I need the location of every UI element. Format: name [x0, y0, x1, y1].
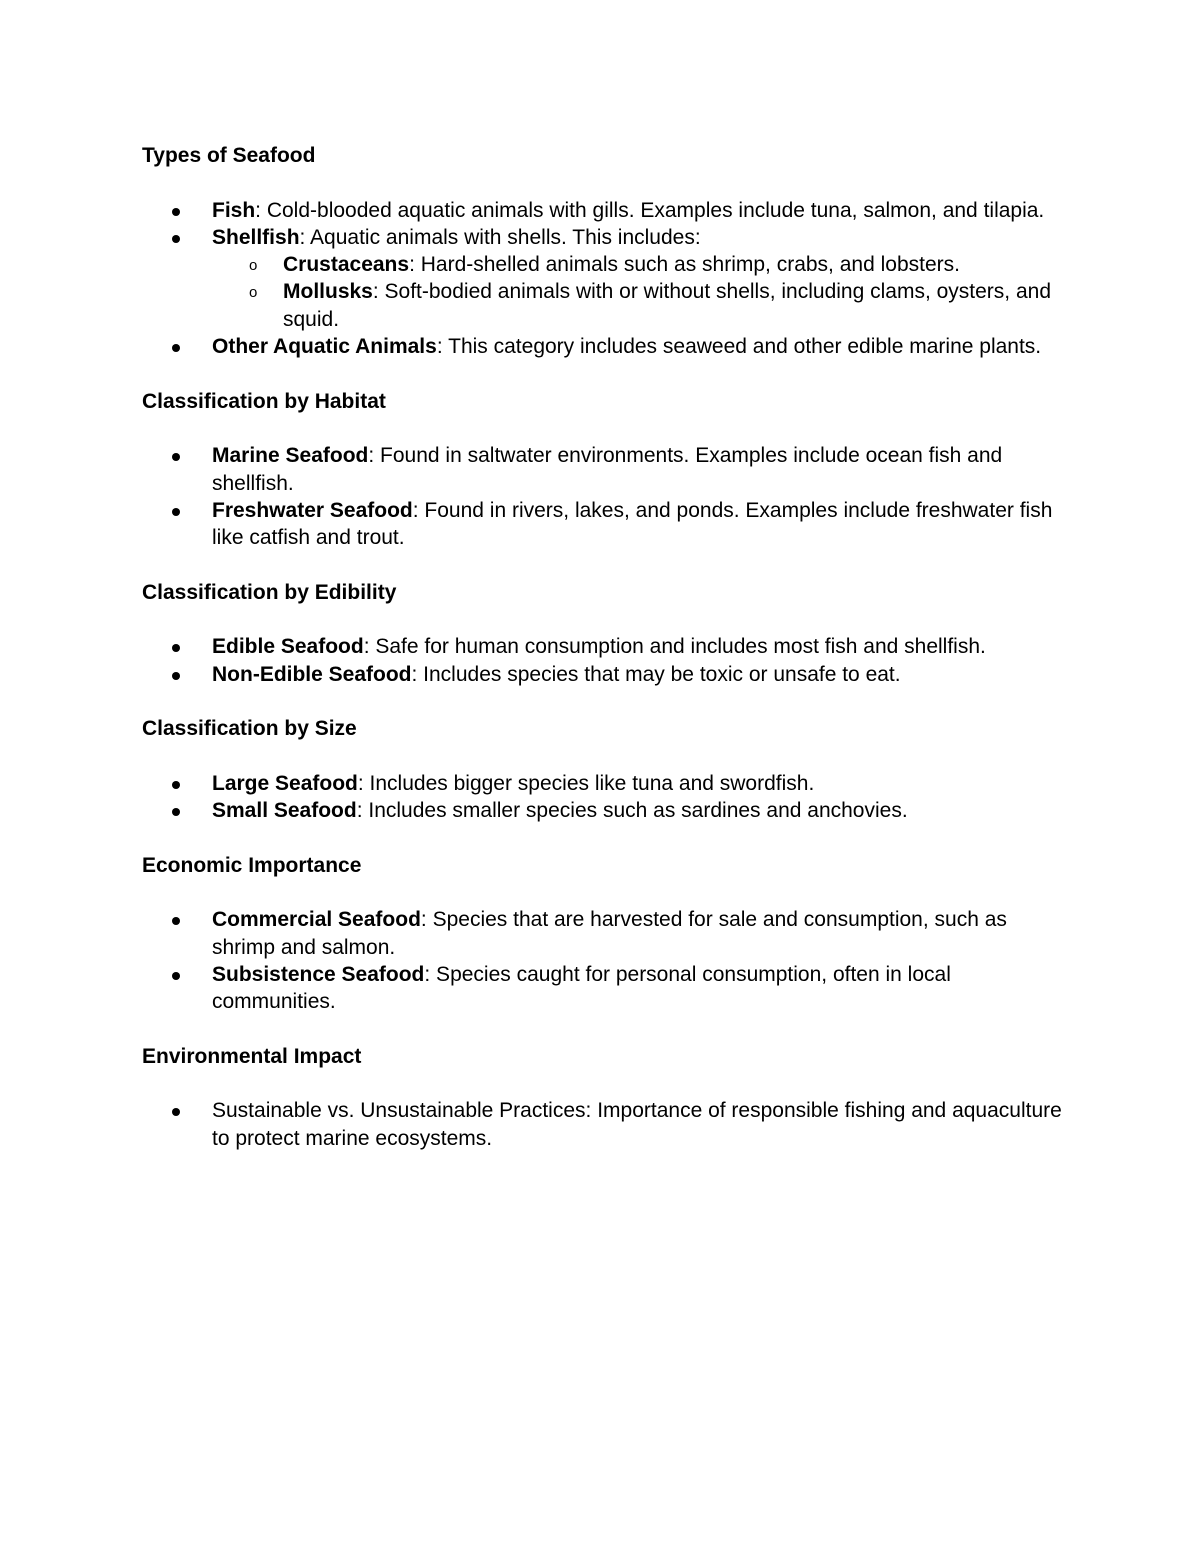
section-types-of-seafood — [142, 142, 1062, 360]
item-term: Subsistence Seafood — [212, 962, 425, 986]
item-text: : Found in rivers, lakes, and ponds. Examples include freshwater fish like catfish and trout. — [212, 498, 1053, 550]
bullet-list — [142, 197, 1062, 361]
section-heading: Types of Seafood — [142, 144, 316, 167]
sub-item-text: : Soft-bodied animals with or without shells, including clams, oysters, and squid. — [283, 280, 1052, 331]
bullet-dot-icon — [172, 917, 180, 925]
circle-bullet-icon: o — [249, 284, 258, 302]
item-term: Other Aquatic Animals — [212, 335, 437, 359]
bullet-list — [142, 770, 1062, 825]
section-classification-by-habitat — [142, 388, 1062, 552]
item-term: Fish — [212, 198, 256, 222]
item-term: Small Seafood — [212, 799, 357, 823]
bullet-dot-icon — [172, 781, 180, 789]
item-term: Marine Seafood — [212, 444, 369, 468]
section-heading: Classification by Habitat — [142, 389, 386, 413]
item-text: : Species that are harvested for sale and consumption, such as shrimp and salmon. — [212, 908, 1007, 959]
list-item — [142, 1097, 1062, 1152]
item-term: Large Seafood — [212, 771, 358, 795]
bullet-dot-icon — [172, 508, 180, 516]
item-term: Edible Seafood — [212, 635, 364, 659]
bullet-dot-icon — [172, 644, 180, 652]
item-text: Sustainable vs. Unsustainable Practices: Importance of responsible fishing and aquaculture to protect marine ecosystems. — [212, 1099, 1062, 1150]
list-item — [142, 797, 1062, 824]
bullet-dot-icon — [172, 453, 180, 461]
section-heading: Classification by Size — [142, 717, 357, 741]
item-text: : Includes species that may be toxic or unsafe to eat. — [411, 662, 901, 686]
sub-item-term: Mollusks — [283, 280, 373, 304]
bullet-list — [142, 906, 1062, 1015]
bullet-dot-icon — [172, 344, 180, 352]
section-economic-importance — [142, 852, 1062, 1016]
list-item — [142, 633, 1062, 660]
sub-bullet-list — [212, 251, 1062, 333]
bullet-list — [142, 1097, 1062, 1152]
section-heading: Environmental Impact — [142, 1044, 362, 1068]
sub-item-term: Crustaceans — [283, 253, 410, 277]
section-classification-by-edibility — [142, 579, 1062, 688]
sub-item-text: : Hard-shelled animals such as shrimp, crabs, and lobsters. — [409, 253, 960, 277]
section-heading: Classification by Edibility — [142, 580, 397, 604]
bullet-list — [142, 633, 1062, 688]
section-heading: Economic Importance — [142, 853, 362, 877]
item-text: : Cold-blooded aquatic animals with gills. Examples include tuna, salmon, and tilapia. — [255, 198, 1045, 222]
item-text: : Found in saltwater environments. Examples include ocean fish and shellfish. — [212, 444, 1003, 495]
bullet-dot-icon — [172, 208, 180, 216]
item-text: : Safe for human consumption and includes most fish and shellfish. — [363, 635, 986, 659]
item-text: : This category includes seaweed and other edible marine plants. — [436, 335, 1042, 359]
bullet-dot-icon — [172, 235, 180, 243]
section-classification-by-size — [142, 715, 1062, 824]
list-item — [142, 961, 1062, 1016]
circle-bullet-icon: o — [249, 257, 258, 275]
list-item — [142, 770, 1062, 797]
list-item — [142, 333, 1062, 360]
item-text: : Species caught for personal consumption, often in local communities. — [212, 962, 951, 1014]
bullet-dot-icon — [172, 972, 180, 980]
bullet-list — [142, 442, 1062, 551]
bullet-dot-icon — [172, 808, 180, 816]
list-item — [142, 906, 1062, 961]
item-term: Non-Edible Seafood — [212, 662, 412, 686]
list-item — [142, 661, 1062, 688]
sub-item-content — [213, 278, 1062, 333]
list-item — [142, 224, 1062, 333]
item-text: : Includes bigger species like tuna and swordfish. — [357, 771, 815, 795]
list-item — [142, 497, 1062, 552]
item-term: Commercial Seafood — [212, 908, 421, 932]
item-text: : Aquatic animals with shells. This includes: — [299, 225, 701, 249]
item-term: Shellfish — [212, 225, 300, 249]
item-term: Freshwater Seafood — [212, 498, 413, 522]
section-environmental-impact — [142, 1043, 1062, 1152]
sub-item-content — [213, 251, 1062, 278]
list-item — [142, 197, 1062, 224]
bullet-dot-icon — [172, 1108, 180, 1116]
sub-list-item — [142, 251, 1062, 278]
document-body — [142, 142, 1062, 1179]
item-text: : Includes smaller species such as sardines and anchovies. — [356, 799, 908, 823]
sub-list-item — [142, 278, 1062, 333]
list-item — [142, 442, 1062, 497]
bullet-dot-icon — [172, 672, 180, 680]
